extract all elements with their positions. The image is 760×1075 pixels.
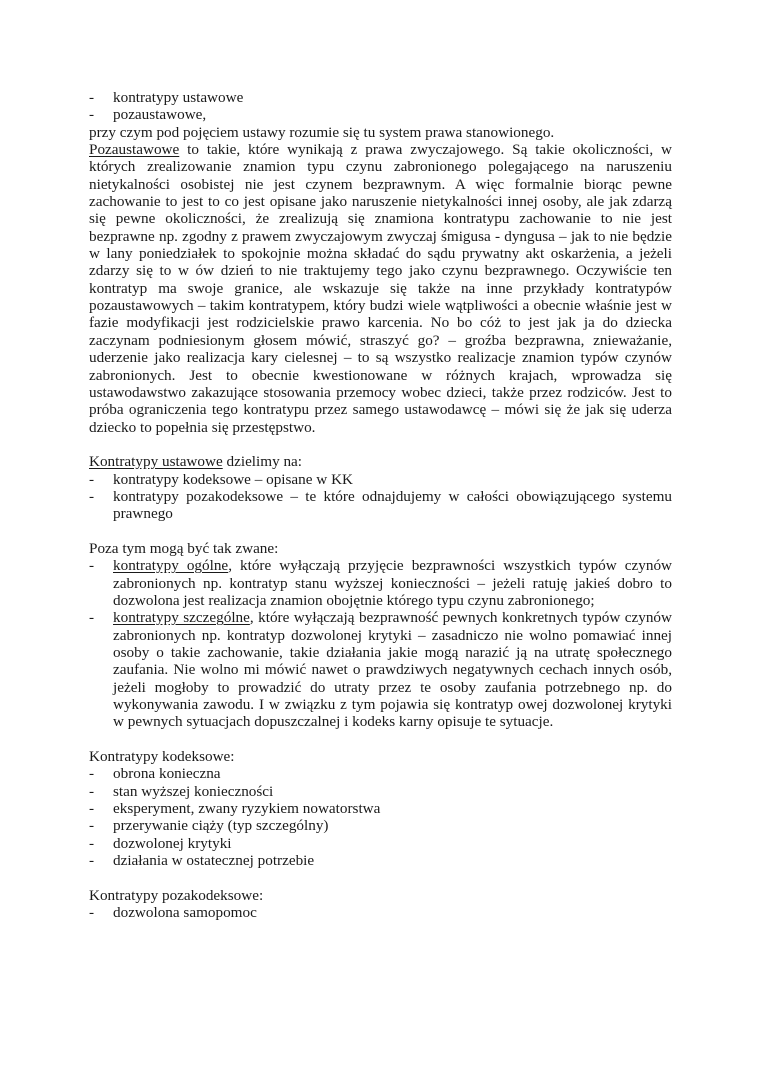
bullet-dash: - xyxy=(89,800,95,818)
list-item-text: dozwolona samopomoc xyxy=(113,904,257,922)
spacer xyxy=(89,731,672,748)
spacer xyxy=(89,436,672,453)
list-item-text: dozwolonej krytyki xyxy=(113,834,232,852)
section-heading-kodeksowe: Kontratypy kodeksowe: xyxy=(89,748,235,766)
intro-note: przy czym pod pojęciem ustawy rozumie się tu system prawa stanowionego. xyxy=(89,123,555,141)
bullet-dash: - xyxy=(89,557,95,575)
list-item xyxy=(89,783,672,800)
pozaustawowe-paragraph xyxy=(89,141,672,436)
list-item-text: kontratypy kodeksowe – opisane w KK xyxy=(113,470,354,488)
section-heading-poza-tym: Poza tym mogą być tak zwane: xyxy=(89,539,279,557)
list-item-text: kontratypy pozakodeksowe – te które odnajdujemy w całości obowiązującego systemu prawnego xyxy=(113,487,672,523)
list-item-text: kontratypy ustawowe xyxy=(113,89,244,106)
list-item xyxy=(89,557,672,609)
list-item-text: obrona konieczna xyxy=(113,765,221,783)
list-item xyxy=(89,835,672,852)
bullet-dash: - xyxy=(89,904,95,922)
list-item-text: pozaustawowe, xyxy=(113,106,207,124)
list-item xyxy=(89,904,672,921)
list-item xyxy=(89,89,672,106)
spacer xyxy=(89,869,672,886)
bullet-dash: - xyxy=(89,834,95,852)
list-item xyxy=(89,852,672,869)
bullet-dash: - xyxy=(89,852,95,870)
term-underlined: Kontratypy ustawowe xyxy=(89,453,223,471)
bullet-dash: - xyxy=(89,89,95,106)
list-item-text: , które wyłączają przyjęcie bezprawności wszystkich typów czynów zabronionych np. kontratyp stanu wyższej konieczności – jeżeli ratuję jakieś dobro to dozwolona jest realizacja znamion obojętnie którego typu czynu zabronionego; xyxy=(113,557,673,609)
bullet-dash: - xyxy=(89,470,95,488)
document-page xyxy=(89,89,672,922)
paragraph-text: to takie, które wynikają z prawa zwyczajowego. Są takie okoliczności, w których zrealizowanie znamion typu czynu zabronionego polegającego na naruszeniu nietykalności osobistej nie jest czynem bezprawnym. A więc formalnie biorąc pewne zachowanie to jest to co jest opisane jako naruszenie nietykalności innej osoby, ale jak zdarzą się pewne okoliczności, że zrealizują się znamiona kontratypu zachowanie to nie jest bezprawne np. zgodny z prawem zwyczajowym zwyczaj śmigusa - dyngusa – jak to nie będzie w lany poniedziałek to spokojnie można składać do sądu prywatny akt oskarżenia, a jeżeli zdarzy się to w ów dzień to nie traktujemy tego jako czynu bezprawnego. Oczywiście ten kontratyp ma swoje granice, ale wskazuje się także na inne przykłady kontratypów pozaustawowych – takim kontratypem, który budzi wiele wątpliwości a obecnie właśnie jest w fazie modyfikacji jest rodzicielskie prawo karcenia. No bo cóż to jest jak ja do dziecka zaczynam podniesionym głosem mówić, straszyć go? – groźba bezprawna, znieważanie, uderzenie jako realizacja kary cielesnej – to są wszystko realizacje znamion typów czynów zabronionych. Jest to obecnie kwestionowane w różnych krajach, wprowadza się ustawodawstwo zakazujące stosowania przemocy wobec dzieci, także przez rodziców. Jest to próba ograniczenia tego kontratypu przez samego ustawodawcę – mówi się że jak się uderza dziecko to popełnia się przestępstwo. xyxy=(89,141,672,436)
list-item xyxy=(89,817,672,834)
list-item-text: eksperyment, zwany ryzykiem nowatorstwa xyxy=(113,800,381,818)
bullet-dash: - xyxy=(89,487,95,505)
list-item-text: , które wyłączają bezprawność pewnych konkretnych typów czynów zabronionych np. kontratyp dozwolonej krytyki – zasadniczo nie wolno pomawiać innej osoby o takie zachowanie, takie działania jakie mogą narazić ją na utratę społecznego zaufania. Nie wolno mi mówić nawet o prawdziwych negatywnych cechach innych osób, jeżeli mogłoby to prowadzić do utraty przez te osoby zaufania potrzebnego np. do wykonywania zawodu. I w związku z tym pojawia się kontratyp owej dozwolonej krytyki w pewnych sytuacjach dopuszczalnej i kodeks karny opisuje te sytuacje. xyxy=(113,609,672,731)
section-heading-pozakodeksowe: Kontratypy pozakodeksowe: xyxy=(89,886,264,904)
list-item xyxy=(89,609,672,730)
list-item xyxy=(89,488,672,523)
bullet-dash: - xyxy=(89,106,95,124)
heading-text: dzielimy na: xyxy=(222,453,303,471)
list-item-text: przerywanie ciąży (typ szczególny) xyxy=(113,817,329,835)
spacer xyxy=(89,523,672,540)
term-underlined: kontratypy ogólne xyxy=(113,557,229,575)
term-underlined: kontratypy szczególne xyxy=(113,609,250,627)
bullet-dash: - xyxy=(89,782,95,800)
list-item xyxy=(89,471,672,488)
list-item xyxy=(89,765,672,782)
list-item xyxy=(89,106,672,123)
list-item-text: działania w ostatecznej potrzebie xyxy=(113,852,315,870)
section-heading-ustawowe xyxy=(89,453,672,470)
list-item xyxy=(89,800,672,817)
list-item-text: stan wyższej konieczności xyxy=(113,782,274,800)
term-underlined: Pozaustawowe xyxy=(89,141,180,159)
bullet-dash: - xyxy=(89,765,95,783)
bullet-dash: - xyxy=(89,609,95,627)
bullet-dash: - xyxy=(89,817,95,835)
